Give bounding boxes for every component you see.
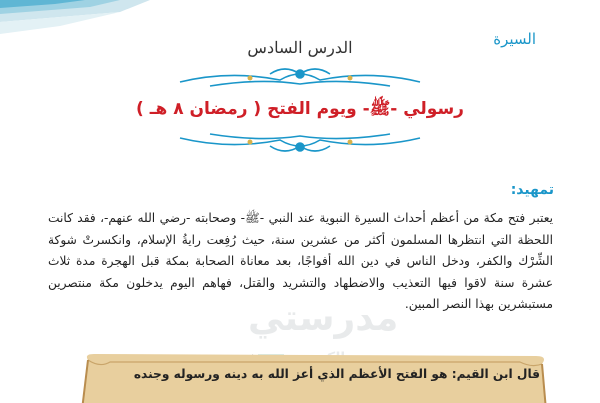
corner-decoration [0,0,170,40]
quote-text: قال ابن القيم: هو الفتح الأعظم الذي أعز الله به دينه ورسوله وجنده [133,367,540,381]
intro-paragraph: يعتبر فتح مكة من أعظم أحداث السيرة النبوية عند النبي -ﷺ- وصحابته -رضي الله عنهم-، فقد كانت اللحظة التي انتظرها المسلمون أكثر من عشرين سنة، حيث رُفِعت رايةُ الإسلام، وانكسرتْ شوكة الشِّرْك والكفر، ودخل الناس في دين الله أفواجًا، بعد معاناة الصحابة بمكة قبل الهجرة مدة ثلاث عشرة سنة لاقوا فيها التعذيب والاضطهاد والتشريد والقتل، فهاهم اليوم يدخلون مكة منتصرين مستبشرين بهذا النصر المبين. [48,211,553,311]
lesson-title: رسولي -ﷺ- ويوم الفتح ( رمضان ٨ هـ ) [136,99,464,119]
intro-heading: تمهيد: [510,182,554,198]
section-label: السيرة [493,30,536,48]
lesson-number: الدرس السادس [247,38,353,57]
watermark-text-main: مدرستي [248,298,399,339]
